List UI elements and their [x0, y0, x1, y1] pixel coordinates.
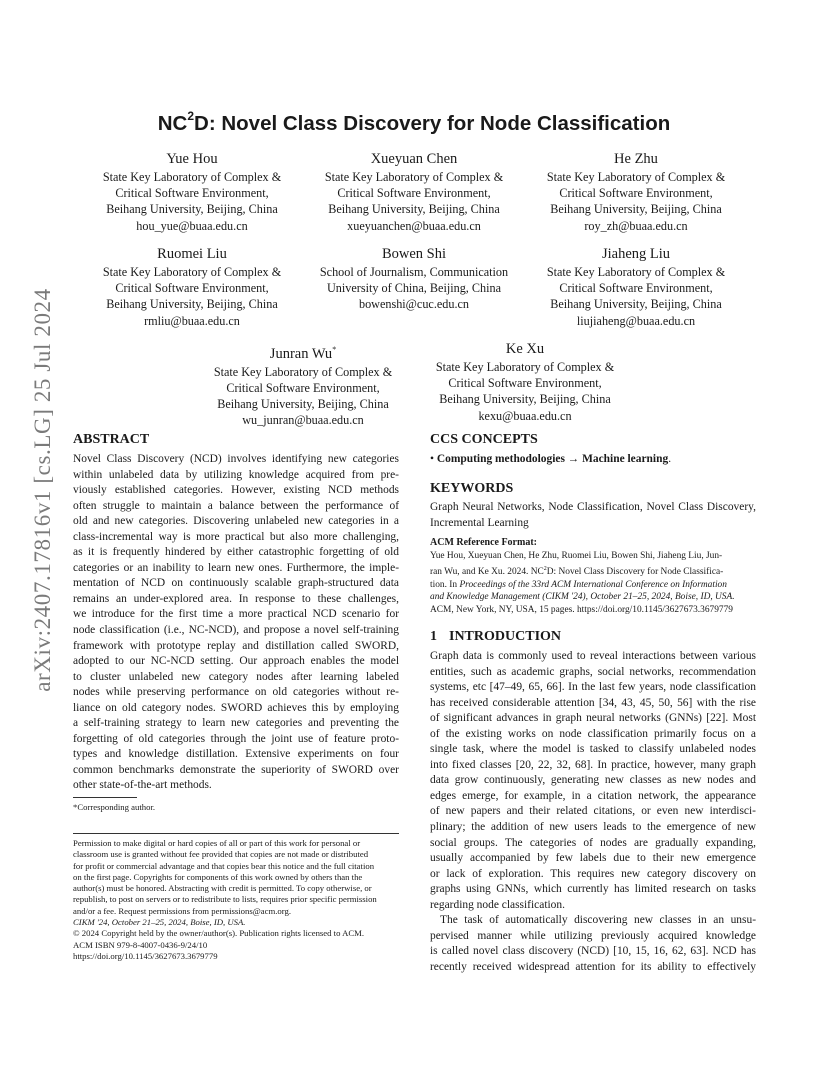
ccs-concepts [430, 452, 756, 468]
intro-line: single task, where the model is tasked to classify unlabeled nodes [430, 743, 756, 756]
author-email: rmliu@buaa.edu.cn [144, 313, 240, 328]
title-pre: NC [157, 111, 188, 135]
permission-line: republish, to post on servers or to redistribute to lists, requires prior specific permission [73, 894, 377, 905]
author-email: hou_yue@buaa.edu.cn [136, 218, 248, 233]
arxiv-id: arXiv:2407.17816v1 [cs.LG] 25 Jul 2024 [30, 288, 55, 692]
author-name: Ruomei Liu [157, 246, 227, 262]
abstract-line: liance on old category nodes. SWORD achieves this by employing [73, 701, 399, 714]
author-affiliation: Beihang University, Beijing, China [106, 297, 278, 312]
permission-line: classroom use is granted without fee provided that copies are not made or distributed [73, 849, 369, 860]
author-email: xueyuanchen@buaa.edu.cn [347, 218, 481, 233]
permission-rule [73, 833, 399, 834]
intro-line: regarding node classification. [430, 898, 565, 911]
permission-line: author(s) must be honored. Abstracting with credit is permitted. To copy otherwise, or [73, 883, 372, 894]
author-block [415, 341, 635, 424]
author-affiliation: State Key Laboratory of Complex & [102, 170, 282, 184]
abstract-line: node classification (i.e., NC-NCD), and propose a novel self-training [73, 624, 399, 637]
acm-reference [430, 537, 756, 617]
abstract-line: a self-training strategy to learn new categories and preventing the [73, 717, 399, 730]
author-name: Xueyuan Chen [370, 151, 458, 167]
permission-line: and/or a fee. Request permissions from permissions@acm.org. [73, 905, 291, 916]
abstract-line: categories or an inability to learn new ones. Furthermore, the imple- [73, 561, 399, 574]
author-affiliation: Critical Software Environment, [115, 186, 269, 201]
author-affiliation: Critical Software Environment, [448, 376, 602, 391]
ccs-heading: CCS CONCEPTS [430, 432, 538, 447]
author-name: Bowen Shi [381, 246, 447, 262]
permission-line: for profit or commercial advantage and that copies bear this notice and the full citation [73, 860, 375, 871]
author-affiliation: School of Journalism, Communication [319, 265, 509, 279]
intro-line: recently received widespread attention for its ability to effectively [430, 960, 756, 973]
intro-line: of the existing works on node classification primarily focus on a [430, 727, 756, 740]
intro-line: social groups. The categories of nodes are gradually expanding, [430, 836, 756, 849]
abstract-line: as it is frequently hindered by either catastrophic forgetting of old [73, 546, 399, 559]
abstract-line: mentation of NCD on continuously scalable graph-structured data [73, 577, 399, 590]
author-name: Yue Hou [166, 151, 218, 167]
intro-line: pervised manner while utilizing previously acquired knowledge [430, 929, 756, 942]
author-block [526, 246, 746, 329]
author-affiliation: Beihang University, Beijing, China [217, 397, 389, 412]
ccs-subconcept: Machine learning [582, 453, 669, 465]
author-affiliation: State Key Laboratory of Complex & [546, 170, 726, 184]
arxiv-stamp [18, 288, 68, 692]
author-block [526, 151, 746, 234]
author-affiliation: Critical Software Environment, [115, 281, 269, 296]
abstract-line: we introduce for the first time a more practical NCD scenario for [73, 608, 399, 621]
permission-block [73, 838, 399, 962]
abstract-line: to cluster unlabeled new category nodes after learning labeled [73, 670, 399, 683]
author-affiliation: Beihang University, Beijing, China [106, 202, 278, 217]
abstract-line: types and knowledge distillation. Extensive experiments on four [73, 748, 399, 761]
permission-line: Permission to make digital or hard copies of all or part of this work for personal or [73, 838, 361, 848]
abstract-heading: ABSTRACT [73, 432, 150, 447]
intro-line: graphs using GNNs, which currently has limited research on tasks [430, 883, 756, 896]
author-affiliation: State Key Laboratory of Complex & [546, 265, 726, 279]
author-name: Ke Xu [505, 341, 545, 357]
intro-line: Graph data is commonly used to reveal interactions between various [430, 650, 756, 662]
author-affiliation: University of China, Beijing, China [327, 281, 501, 296]
abstract-line: class-incremental way is more practical but also more challenging, [73, 530, 399, 543]
intro-line: is called novel class discovery (NCD) [10, 15, 16, 62, 63]. NCD has [430, 945, 756, 958]
author-email: bowenshi@cuc.edu.cn [358, 297, 470, 312]
reference-line [430, 563, 756, 579]
footnote-text: *Corresponding author. [73, 802, 156, 812]
intro-line: of new papers and their related citations, or even new interdisci- [430, 805, 756, 818]
intro-line: The task of automatically discovering new classes in an unsu- [440, 914, 756, 927]
intro-line: usually accompanied by few labels due to their new emergence [430, 852, 756, 865]
section-title: INTRODUCTION [449, 629, 562, 644]
author-email: kexu@buaa.edu.cn [478, 408, 572, 423]
author-affiliation: Beihang University, Beijing, China [550, 297, 722, 312]
reference-heading: ACM Reference Format: [430, 537, 537, 548]
abstract-line: adopted to our NC-NCD setting. Our approach enables the model [73, 655, 399, 668]
author-affiliation: Beihang University, Beijing, China [328, 202, 500, 217]
author-affiliation: Critical Software Environment, [226, 381, 380, 396]
keywords-heading: KEYWORDS [430, 481, 514, 496]
reference-text: ran Wu, and Ke Xu. 2024. NC [430, 566, 544, 577]
ccs-bullet: • [430, 453, 435, 465]
author-email: wu_junran@buaa.edu.cn [242, 413, 364, 428]
section-number: 1 [430, 629, 437, 644]
reference-text: tion. In [430, 579, 460, 590]
reference-proceedings: and Knowledge Management (CIKM '24), October 21–25, 2024, Boise, ID, USA. [430, 592, 735, 603]
abstract-line: framework with prototype replay and distillation called SWORD, [73, 639, 399, 652]
abstract-line: old and new categories. Discovering unlabeled new categories in a [73, 515, 399, 528]
abstract-line: viously established categories. However, existing NCD methods [73, 484, 399, 497]
abstract-line: Novel Class Discovery (NCD) involves identifying new categories [73, 453, 399, 465]
author-affiliation: State Key Laboratory of Complex & [102, 265, 282, 279]
reference-text: D: Novel Class Discovery for Node Classifica- [546, 566, 724, 577]
isbn: ACM ISBN 979-8-4007-0436-9/24/10 [73, 939, 208, 950]
intro-line: or lack of exploration. This requires new category discovery on [430, 867, 756, 880]
author-affiliation: Beihang University, Beijing, China [439, 392, 611, 407]
author-block [304, 151, 524, 234]
author-block [193, 341, 413, 429]
intro-line: data grow continuously, generating new classes as new nodes and [430, 774, 756, 787]
intro-line: entities, such as academic graphs, social networks, recommendation [430, 665, 756, 678]
author-name [193, 341, 413, 363]
abstract-line: remains an under-explored area. In response to these challenges, [73, 592, 399, 605]
abstract-line: nodes while preserving performance on old categories without re- [73, 686, 399, 699]
title-sup: 2 [187, 109, 195, 123]
author-name: Jiaheng Liu [601, 246, 671, 262]
ccs-concept: Computing methodologies [436, 453, 565, 465]
author-name: He Zhu [614, 151, 658, 167]
author-email: roy_zh@buaa.edu.cn [584, 218, 688, 233]
reference-proceedings: Proceedings of the 33rd ACM International Conference on Information [459, 579, 727, 590]
abstract-line: within unlabeled data by utilizing knowledge acquired from pre- [73, 468, 399, 481]
author-affiliation: State Key Laboratory of Complex & [324, 170, 504, 184]
author-affiliation: State Key Laboratory of Complex & [435, 360, 615, 374]
abstract-line: often struggle to maintain a balance between the performance of [73, 499, 399, 512]
reference-sup: 2 [543, 565, 547, 572]
author-email: liujiaheng@buaa.edu.cn [576, 313, 696, 328]
author-affiliation: Beihang University, Beijing, China [550, 202, 722, 217]
intro-heading [430, 629, 561, 645]
intro-line: systems, etc [47–49, 65, 66]. In the last few years, node classification [430, 681, 756, 694]
ccs-period: . [668, 453, 672, 465]
author-affiliation: Critical Software Environment, [559, 281, 713, 296]
author-block [82, 246, 302, 329]
author-affiliation: Critical Software Environment, [559, 186, 713, 201]
intro-line: has received considerable attention [34, 43, 45, 50, 56] with the rise [430, 696, 756, 709]
author-affiliation: Critical Software Environment, [337, 186, 491, 201]
corresponding-mark: * [332, 345, 337, 354]
keywords-line: Incremental Learning [430, 516, 529, 529]
intro-line: edges emerge, for example, in a citation network, the appearance [430, 789, 756, 802]
copyright: © 2024 Copyright held by the owner/author(s). Publication rights licensed to ACM. [73, 928, 365, 939]
author-block [82, 151, 302, 234]
doi-link[interactable]: https://doi.org/10.1145/3627673.3679779 [73, 950, 218, 961]
permission-line: on the first page. Copyrights for components of this work owned by others than the [73, 871, 363, 882]
keywords-line: Graph Neural Networks, Node Classification, Novel Class Discovery, [430, 501, 756, 513]
author-affiliation: State Key Laboratory of Complex & [213, 364, 393, 379]
reference-line: Yue Hou, Xueyuan Chen, He Zhu, Ruomei Liu, Bowen Shi, Jiaheng Liu, Jun- [430, 550, 723, 561]
author-name-text: Junran Wu [269, 345, 333, 362]
abstract-line: common benchmarks demonstrate the superiority of SWORD over [73, 763, 399, 776]
footnote [73, 802, 155, 813]
abstract-line: other state-of-the-art methods. [73, 779, 212, 792]
intro-line: into fixed classes [20, 22, 32, 68]. In practice, however, many graph [430, 758, 756, 771]
intro-body [430, 649, 756, 975]
arrow-icon: → [567, 453, 580, 465]
reference-line [430, 579, 756, 592]
reference-line: ACM, New York, NY, USA, 15 pages. https://doi.org/10.1145/3627673.3679779 [430, 605, 733, 616]
keywords-body [430, 500, 756, 531]
abstract-line: forgetting of old categories through the joint use of feature proto- [73, 732, 399, 745]
title-post: D: Novel Class Discovery for Node Classification [194, 111, 671, 135]
intro-line: plinary; the addition of new users leads to the emergence of new [430, 821, 756, 834]
intro-line: of significant advances in graph neural networks (GNNs) [22]. Most [430, 712, 756, 725]
footnote-rule [73, 797, 137, 798]
abstract-body [73, 452, 399, 794]
author-block [304, 246, 524, 313]
venue: CIKM '24, October 21–25, 2024, Boise, ID, USA. [73, 917, 246, 928]
paper-title [0, 111, 828, 136]
